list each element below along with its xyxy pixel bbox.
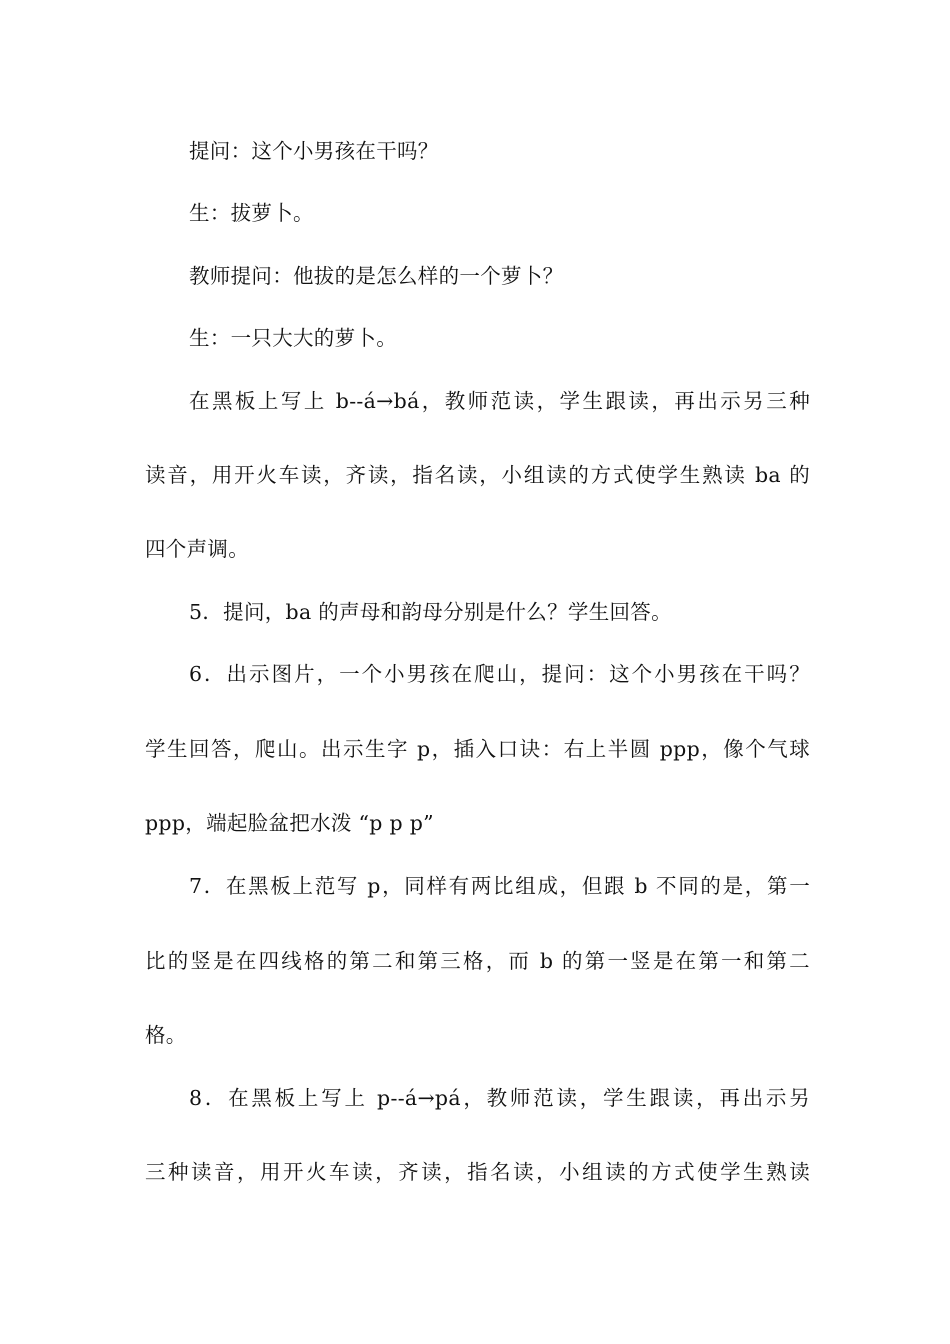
text-line-7: 四个声调。 (145, 537, 249, 561)
text-line-2: 生：拔萝卜。 (189, 201, 314, 225)
text-line-5: 在黑板上写上 b--á→bá，教师范读，学生跟读，再出示另三种 (189, 389, 810, 413)
text-line-15: 8．在黑板上写上 p--á→pá，教师范读，学生跟读，再出示另 (189, 1086, 810, 1110)
text-line-9: 6．出示图片，一个小男孩在爬山，提问：这个小男孩在干吗？ (189, 662, 810, 686)
text-line-6: 读音，用开火车读，齐读，指名读，小组读的方式使学生熟读 ba 的 (145, 463, 810, 487)
text-line-3: 教师提问：他拔的是怎么样的一个萝卜？ (189, 264, 564, 288)
text-line-1: 提问：这个小男孩在干吗？ (189, 139, 439, 163)
text-line-13: 比的竖是在四线格的第二和第三格，而 b 的第一竖是在第一和第二 (145, 949, 810, 973)
text-line-12: 7．在黑板上范写 p，同样有两比组成，但跟 b 不同的是，第一 (189, 874, 810, 898)
text-line-10: 学生回答，爬山。出示生字 p，插入口诀：右上半圆 ppp，像个气球 (145, 737, 810, 761)
text-line-4: 生：一只大大的萝卜。 (189, 326, 397, 350)
text-line-14: 格。 (145, 1023, 187, 1047)
text-line-11: ppp，端起脸盆把水泼 “p p p” (145, 811, 434, 835)
text-line-16: 三种读音，用开火车读，齐读，指名读，小组读的方式使学生熟读 (145, 1160, 810, 1184)
text-line-8: 5．提问，ba 的声母和韵母分别是什么？学生回答。 (189, 600, 672, 624)
